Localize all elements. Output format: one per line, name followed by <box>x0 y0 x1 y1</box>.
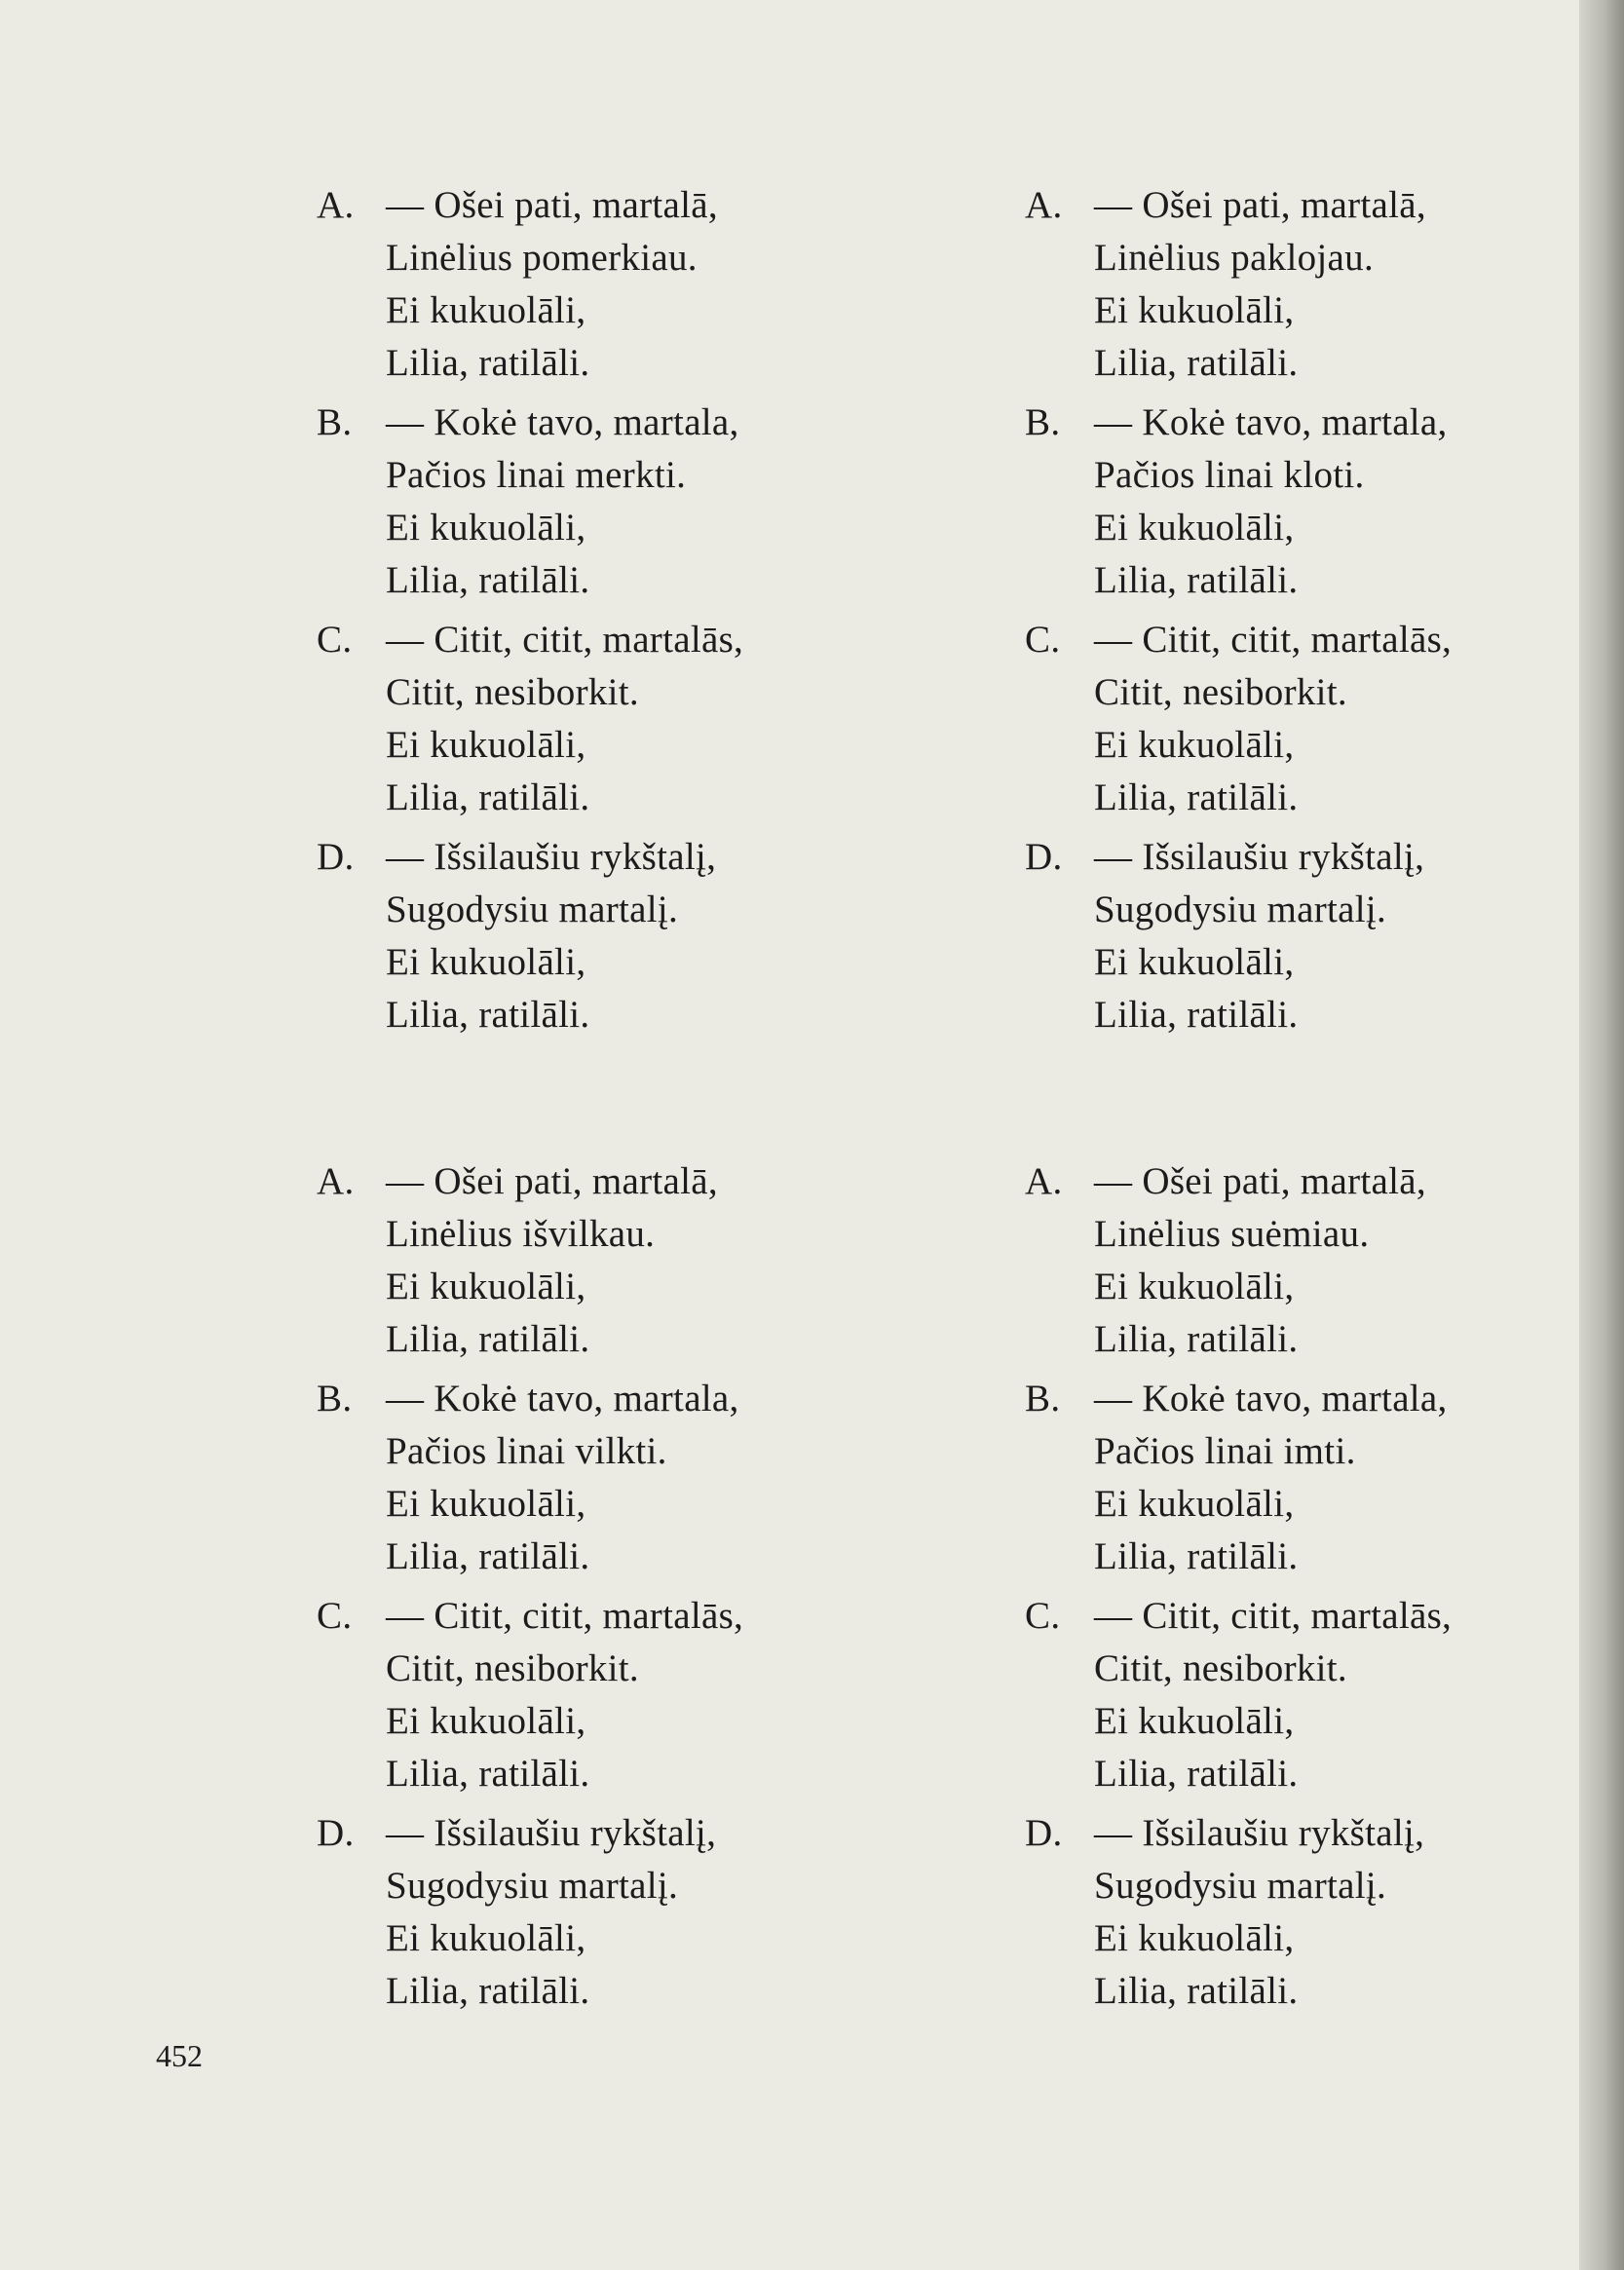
verse-line <box>1025 284 1624 337</box>
verse-line <box>317 1695 940 1748</box>
verse-line-text: Pačios linai merkti. <box>386 454 687 496</box>
verse-line <box>1025 884 1624 936</box>
stanza-letter: B. <box>317 401 353 443</box>
verse-line <box>1025 1695 1624 1748</box>
verse-line-text: Citit, nesiborkit. <box>1094 671 1347 713</box>
verse-line-text: Linėlius paklojau. <box>1094 237 1375 279</box>
verse-line-text: Ei kukuolāli, <box>1094 1700 1295 1742</box>
verse-line <box>317 1261 940 1313</box>
verse-line <box>317 772 940 824</box>
verse-line <box>1025 1807 1624 1860</box>
verse-line <box>317 502 940 554</box>
verse-line-text: — Citit, citit, martalās, <box>386 1595 744 1637</box>
verse-line <box>317 232 940 284</box>
stanza-a <box>317 179 940 390</box>
verse-line <box>1025 1643 1624 1695</box>
stanza-c <box>1025 614 1624 824</box>
verse-line-text: Pačios linai imti. <box>1094 1430 1356 1472</box>
verse-line-text: Citit, nesiborkit. <box>386 1647 639 1689</box>
verse-block-bottom-right <box>1025 1155 1624 2012</box>
verse-line-text: — Išsilaušiu rykštalį, <box>386 1812 717 1854</box>
verse-line <box>1025 1425 1624 1478</box>
verse-line-text: — Išsilaušiu rykštalį, <box>1094 1812 1425 1854</box>
verse-line <box>317 1643 940 1695</box>
stanza-letter: B. <box>1025 1378 1061 1419</box>
verse-line-text: Sugodysiu martalį. <box>1094 1865 1387 1907</box>
verse-line-text: Citit, nesiborkit. <box>386 671 639 713</box>
verse-line-text: — Ošei pati, martalā, <box>1094 1160 1426 1202</box>
verse-line <box>1025 397 1624 449</box>
verse-line-text: — Citit, citit, martalās, <box>1094 1595 1453 1637</box>
verse-line <box>1025 179 1624 232</box>
stanza-d <box>317 1807 940 2018</box>
verse-line <box>1025 1912 1624 1965</box>
stanza-letter: D. <box>1025 836 1063 878</box>
stanza-letter: C. <box>317 1595 353 1637</box>
verse-line-text: Ei kukuolāli, <box>386 1700 586 1742</box>
verse-line-text: — Citit, citit, martalās, <box>386 619 744 661</box>
verse-line-text: Lilia, ratilāli. <box>386 1970 590 2012</box>
verse-line <box>317 1425 940 1478</box>
verse-line <box>1025 1965 1624 2018</box>
verse-line <box>317 831 940 884</box>
verse-line-text: Ei kukuolāli, <box>386 289 586 331</box>
verse-line <box>317 1965 940 2018</box>
verse-line <box>1025 989 1624 1041</box>
verse-line-text: Lilia, ratilāli. <box>386 1318 590 1360</box>
verse-line-text: Lilia, ratilāli. <box>1094 342 1299 384</box>
verse-line <box>1025 502 1624 554</box>
verse-line-text: Pačios linai vilkti. <box>386 1430 667 1472</box>
verse-line <box>317 1860 940 1912</box>
verse-line <box>317 666 940 719</box>
verse-line <box>1025 1373 1624 1425</box>
verse-line <box>317 989 940 1041</box>
verse-line <box>317 719 940 772</box>
verse-line <box>1025 337 1624 390</box>
stanza-a <box>317 1155 940 1366</box>
verse-line-text: Ei kukuolāli, <box>386 507 586 549</box>
verse-line <box>317 1807 940 1860</box>
verse-line <box>317 1748 940 1800</box>
stanza-letter: A. <box>1025 1160 1063 1202</box>
verse-line-text: Lilia, ratilāli. <box>1094 1535 1299 1577</box>
verse-line-text: Linėlius pomerkiau. <box>386 237 698 279</box>
verse-line <box>1025 719 1624 772</box>
verse-line <box>1025 1860 1624 1912</box>
verse-line <box>1025 554 1624 607</box>
stanza-d <box>1025 831 1624 1041</box>
verse-line-text: — Ošei pati, martalā, <box>386 184 718 226</box>
verse-line-text: Ei kukuolāli, <box>386 1917 586 1959</box>
stanza-b <box>1025 1373 1624 1583</box>
verse-line-text: Sugodysiu martalį. <box>1094 889 1387 930</box>
verse-line-text: Citit, nesiborkit. <box>1094 1647 1347 1689</box>
verse-line <box>317 1373 940 1425</box>
verse-line-text: Ei kukuolāli, <box>1094 507 1295 549</box>
verse-line <box>317 284 940 337</box>
verse-line-text: Ei kukuolāli, <box>1094 941 1295 983</box>
verse-block-top-right <box>1025 179 1624 1036</box>
verse-line-text: Ei kukuolāli, <box>386 941 586 983</box>
verse-line-text: Ei kukuolāli, <box>386 1483 586 1525</box>
stanza-letter: D. <box>317 836 355 878</box>
verse-line-text: Ei kukuolāli, <box>1094 289 1295 331</box>
stanza-d <box>1025 1807 1624 2018</box>
stanza-letter: A. <box>317 184 355 226</box>
verse-line <box>1025 1478 1624 1531</box>
verse-line <box>317 1155 940 1208</box>
stanza-b <box>317 397 940 607</box>
verse-line-text: Lilia, ratilāli. <box>1094 994 1299 1036</box>
verse-line-text: Lilia, ratilāli. <box>386 559 590 601</box>
verse-line <box>317 884 940 936</box>
verse-line-text: — Kokė tavo, martala, <box>386 1378 739 1419</box>
verse-line <box>1025 1531 1624 1583</box>
verse-line <box>317 1590 940 1643</box>
verse-line <box>1025 1261 1624 1313</box>
verse-line <box>317 936 940 989</box>
verse-line-text: Ei kukuolāli, <box>386 724 586 766</box>
verse-line <box>317 1531 940 1583</box>
verse-line-text: Lilia, ratilāli. <box>1094 559 1299 601</box>
verse-line-text: — Citit, citit, martalās, <box>1094 619 1453 661</box>
stanza-letter: D. <box>1025 1812 1063 1854</box>
verse-line <box>317 1478 940 1531</box>
stanza-c <box>317 1590 940 1800</box>
verse-line-text: Sugodysiu martalį. <box>386 1865 679 1907</box>
verse-line-text: — Išsilaušiu rykštalį, <box>1094 836 1425 878</box>
verse-line-text: Lilia, ratilāli. <box>1094 1753 1299 1795</box>
verse-line <box>1025 1590 1624 1643</box>
verse-line <box>317 179 940 232</box>
stanza-letter: C. <box>1025 1595 1061 1637</box>
page-binding-edge <box>1579 0 1624 2270</box>
stanza-letter: C. <box>1025 619 1061 661</box>
stanza-a <box>1025 1155 1624 1366</box>
stanza-letter: B. <box>317 1378 353 1419</box>
verse-line <box>317 397 940 449</box>
verse-line-text: Pačios linai kloti. <box>1094 454 1365 496</box>
verse-line-text: — Kokė tavo, martala, <box>1094 1378 1448 1419</box>
verse-line-text: Lilia, ratilāli. <box>386 1535 590 1577</box>
verse-line <box>1025 232 1624 284</box>
verse-line <box>1025 614 1624 666</box>
verse-block-top-left <box>317 179 940 1036</box>
verse-line-text: Lilia, ratilāli. <box>1094 1318 1299 1360</box>
verse-line-text: Ei kukuolāli, <box>1094 1917 1295 1959</box>
verse-line <box>317 614 940 666</box>
verse-line <box>317 1313 940 1366</box>
verse-line-text: Lilia, ratilāli. <box>386 342 590 384</box>
stanza-b <box>1025 397 1624 607</box>
verse-line <box>317 337 940 390</box>
verse-line <box>1025 831 1624 884</box>
verse-line-text: Ei kukuolāli, <box>1094 1266 1295 1307</box>
page-number: 452 <box>156 2038 203 2073</box>
verse-line-text: — Ošei pati, martalā, <box>1094 184 1426 226</box>
verse-line <box>1025 1313 1624 1366</box>
verse-line-text: Linėlius išvilkau. <box>386 1213 656 1255</box>
stanza-letter: D. <box>317 1812 355 1854</box>
verse-line-text: Ei kukuolāli, <box>386 1266 586 1307</box>
verse-line-text: Lilia, ratilāli. <box>386 994 590 1036</box>
verse-line <box>1025 449 1624 502</box>
verse-line-text: Lilia, ratilāli. <box>1094 1970 1299 2012</box>
stanza-b <box>317 1373 940 1583</box>
stanza-c <box>1025 1590 1624 1800</box>
verse-line <box>1025 1208 1624 1261</box>
verse-line <box>317 554 940 607</box>
verse-line <box>317 1912 940 1965</box>
verse-line-text: — Kokė tavo, martala, <box>1094 401 1448 443</box>
stanza-letter: A. <box>317 1160 355 1202</box>
stanza-letter: C. <box>317 619 353 661</box>
verse-line-text: Sugodysiu martalį. <box>386 889 679 930</box>
stanza-a <box>1025 179 1624 390</box>
verse-line-text: Lilia, ratilāli. <box>1094 776 1299 818</box>
verse-line <box>317 1208 940 1261</box>
verse-line-text: Ei kukuolāli, <box>1094 724 1295 766</box>
verse-line-text: — Išsilaušiu rykštalį, <box>386 836 717 878</box>
verse-line-text: — Ošei pati, martalā, <box>386 1160 718 1202</box>
verse-line <box>1025 666 1624 719</box>
stanza-letter: B. <box>1025 401 1061 443</box>
verse-line-text: Ei kukuolāli, <box>1094 1483 1295 1525</box>
verse-line <box>1025 772 1624 824</box>
verse-line-text: Lilia, ratilāli. <box>386 1753 590 1795</box>
verse-line <box>1025 1748 1624 1800</box>
verse-block-bottom-left <box>317 1155 940 2012</box>
stanza-c <box>317 614 940 824</box>
verse-line-text: — Kokė tavo, martala, <box>386 401 739 443</box>
stanza-letter: A. <box>1025 184 1063 226</box>
verse-line-text: Linėlius suėmiau. <box>1094 1213 1370 1255</box>
verse-line-text: Lilia, ratilāli. <box>386 776 590 818</box>
stanza-d <box>317 831 940 1041</box>
verse-line <box>1025 1155 1624 1208</box>
verse-line <box>1025 936 1624 989</box>
verse-line <box>317 449 940 502</box>
